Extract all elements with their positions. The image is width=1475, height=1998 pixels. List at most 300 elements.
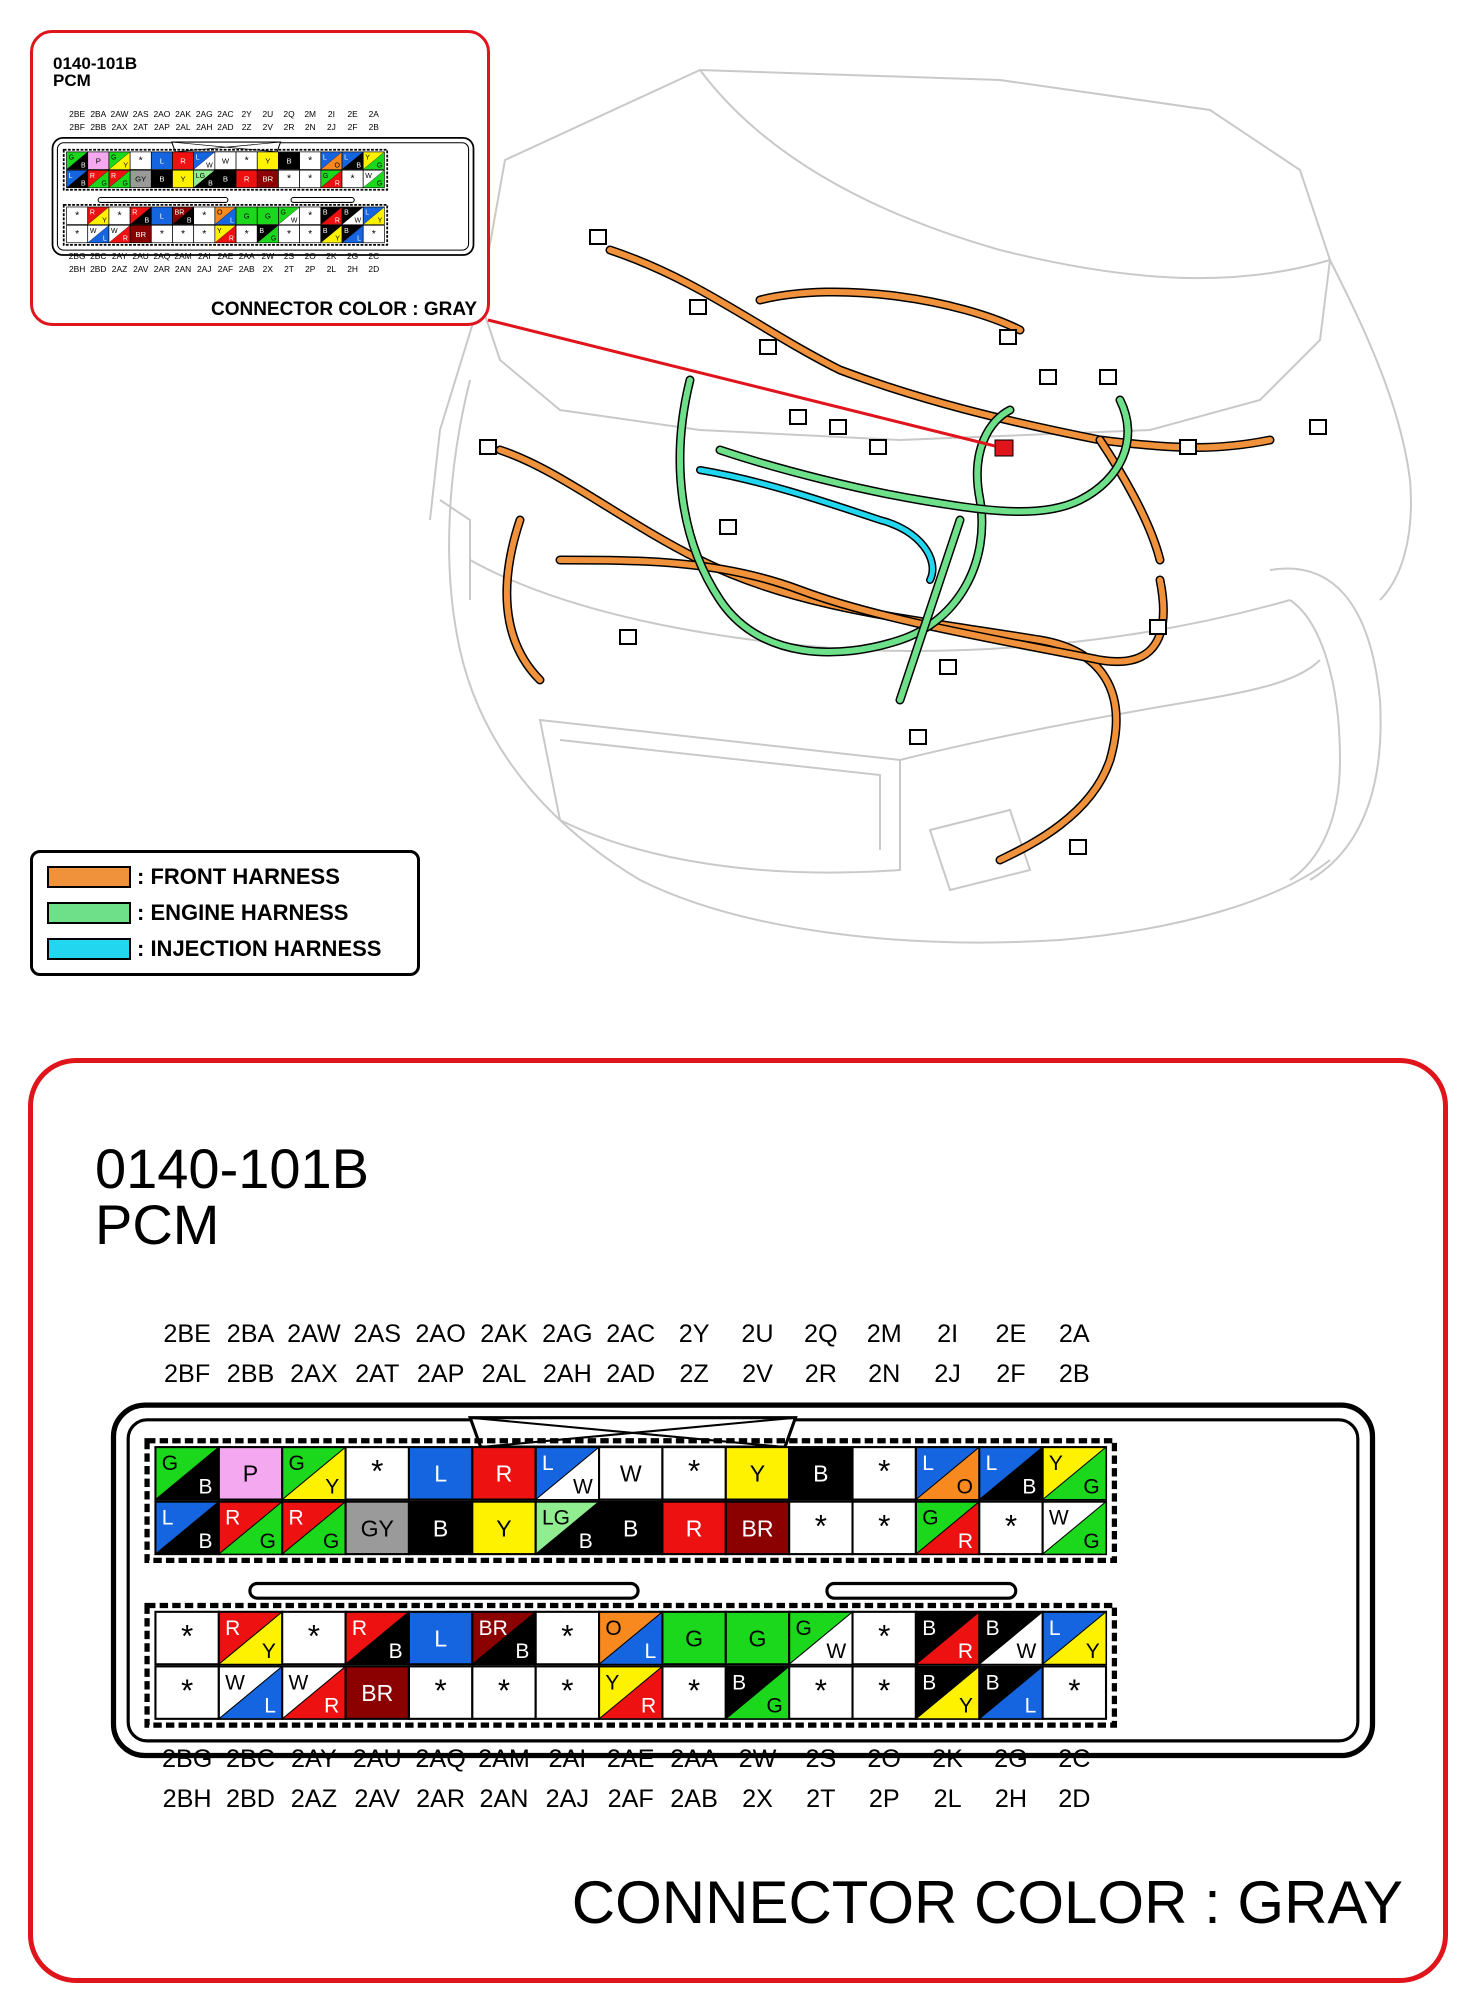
lower-pin — [300, 225, 321, 243]
bottom-pin-label: 2BH — [162, 1784, 212, 1813]
top-pin-label: 2AD — [606, 1360, 656, 1389]
lower-pin — [219, 1666, 282, 1718]
pin-color: * — [878, 1673, 891, 1708]
lower-pin — [1043, 1666, 1106, 1718]
connector-color-label: CONNECTOR COLOR : GRAY — [571, 1869, 1403, 1936]
pin-color: * — [308, 209, 313, 222]
pin-color: GY — [135, 174, 147, 184]
top-pin-label: 2BB — [90, 122, 107, 133]
lower-pin — [151, 225, 172, 243]
pin-color: L — [434, 1625, 448, 1652]
top-pin-label: 2AG — [542, 1320, 593, 1349]
lower-pin — [236, 225, 257, 243]
lower-pin — [342, 225, 363, 243]
pin-color: B — [623, 1515, 639, 1542]
callout-leader-line — [488, 320, 995, 446]
upper-pin — [662, 1447, 725, 1499]
pin-color-secondary: Y — [325, 1475, 340, 1499]
legend-label-engine-harness: : ENGINE HARNESS — [137, 900, 349, 925]
pin-color-primary: B — [985, 1671, 1000, 1695]
harness-routing — [500, 250, 1270, 860]
pin-color: * — [814, 1508, 827, 1544]
lower-pin — [853, 1612, 916, 1664]
pin-color-primary: L — [195, 154, 200, 162]
pin-color-primary: B — [322, 209, 328, 217]
bottom-pin-label: 2BD — [226, 1784, 275, 1813]
bottom-pin-label: 2O — [867, 1745, 902, 1774]
pin-color-secondary: B — [1022, 1475, 1037, 1499]
top-pin-label: 2AH — [542, 1360, 592, 1389]
pin-color: Y — [749, 1460, 766, 1487]
lower-pin — [88, 225, 109, 243]
pin-color-secondary: G — [376, 180, 383, 188]
pin-color: * — [244, 227, 249, 240]
pin-color: B — [813, 1460, 829, 1487]
harness-connectors — [480, 230, 1326, 854]
lower-pin — [916, 1612, 979, 1664]
upper-pin — [88, 152, 109, 170]
top-pin-label: 2M — [304, 108, 317, 119]
upper-pin — [215, 170, 236, 188]
pin-color: * — [138, 154, 143, 167]
pin-color: B — [432, 1515, 449, 1542]
bottom-pin-label: 2AF — [217, 264, 234, 275]
connector-name: PCM — [95, 1193, 220, 1256]
bottom-pin-label: 2AB — [238, 264, 255, 275]
bottom-pin-label: 2AJ — [545, 1784, 590, 1813]
pin-color: * — [202, 209, 207, 222]
top-pin-label: 2E — [347, 108, 358, 119]
pin-color: P — [242, 1460, 259, 1487]
pin-color-secondary: R — [334, 180, 340, 188]
lower-pin — [346, 1612, 409, 1664]
lower-pin — [916, 1666, 979, 1718]
bottom-pin-label: 2AR — [153, 264, 171, 275]
pin-color-primary: W — [288, 1671, 309, 1695]
pin-color-primary: B — [985, 1616, 1000, 1640]
pin-color-secondary: O — [956, 1475, 973, 1499]
pin-color-primary: O — [216, 209, 223, 217]
upper-pin — [130, 152, 151, 170]
pin-color-primary: Y — [1048, 1452, 1063, 1476]
upper-pin — [219, 1502, 282, 1554]
upper-pin — [472, 1447, 535, 1499]
bottom-pin-label: 2AE — [606, 1745, 655, 1774]
pin-color-primary: B — [259, 227, 265, 235]
top-pin-label: 2AW — [287, 1320, 341, 1349]
pin-color: * — [814, 1673, 827, 1708]
pin-color: * — [1004, 1508, 1018, 1544]
bottom-pin-label: 2AJ — [197, 264, 212, 275]
bottom-pin-label: 2AA — [670, 1745, 718, 1774]
top-pin-label: 2J — [326, 122, 336, 133]
upper-pin — [155, 1502, 218, 1554]
pin-color-secondary: L — [1024, 1694, 1037, 1718]
pin-color-primary: G — [922, 1506, 939, 1530]
mini-connector-face — [49, 99, 477, 289]
upper-pin — [853, 1447, 916, 1499]
bottom-pin-label: 2K — [932, 1745, 963, 1774]
lower-pin — [215, 207, 236, 225]
upper-pin — [172, 152, 193, 170]
pin-color: * — [286, 227, 292, 240]
lower-pin — [236, 207, 257, 225]
top-pin-label: 2BA — [90, 108, 107, 119]
upper-pin — [88, 170, 109, 188]
upper-pin — [236, 170, 257, 188]
legend-label-injection-harness: : INJECTION HARNESS — [137, 936, 382, 961]
pin-color-primary: L — [541, 1452, 554, 1476]
pin-color: B — [286, 156, 292, 166]
pin-color-secondary: B — [515, 1639, 530, 1663]
upper-pin — [67, 152, 88, 170]
pin-color: R — [243, 174, 250, 184]
lower-pin — [194, 225, 215, 243]
connector-callout-small — [30, 30, 490, 326]
connector-code: 0140-101B — [95, 1137, 370, 1200]
pin-color: * — [1068, 1673, 1081, 1708]
lower-pin — [1043, 1612, 1106, 1664]
top-pin-label: 2AP — [416, 1360, 465, 1389]
pin-color-secondary: R — [334, 217, 340, 225]
upper-pin — [409, 1502, 472, 1554]
pin-color: * — [181, 1618, 194, 1654]
upper-pin — [916, 1447, 979, 1499]
lower-pin — [409, 1666, 472, 1718]
top-pin-label: 2AD — [217, 122, 234, 133]
upper-pin — [599, 1502, 662, 1554]
top-pin-label: 2F — [347, 122, 358, 133]
top-pin-label: 2AK — [175, 108, 192, 119]
top-pin-label: 2BE — [163, 1320, 211, 1349]
pin-color: W — [619, 1460, 642, 1487]
lower-pin — [321, 225, 342, 243]
pin-color-secondary: Y — [377, 217, 383, 225]
top-pin-label: 2E — [995, 1320, 1027, 1349]
upper-pin — [472, 1502, 535, 1554]
pin-color: * — [75, 209, 80, 222]
pin-color-secondary: G — [259, 1529, 276, 1553]
pin-color-secondary: G — [270, 235, 277, 243]
lower-pin — [363, 225, 384, 243]
pin-color-primary: W — [1048, 1506, 1069, 1530]
bottom-pin-label: 2AN — [479, 1784, 529, 1813]
pin-color-secondary: Y — [261, 1639, 276, 1663]
legend-label-front-harness: : FRONT HARNESS — [137, 864, 340, 889]
legend-swatch-engine-harness — [47, 902, 131, 924]
pin-color-secondary: W — [826, 1639, 847, 1663]
pin-color-primary: R — [132, 209, 138, 217]
pin-color: B — [159, 174, 165, 184]
top-pin-label: 2AW — [110, 108, 129, 119]
pin-color: * — [878, 1618, 891, 1654]
bottom-pin-label: 2AA — [238, 250, 255, 261]
lower-pin — [88, 207, 109, 225]
pin-color: * — [308, 227, 313, 240]
lower-pin — [599, 1612, 662, 1664]
pin-color-primary: BR — [478, 1616, 508, 1640]
pcm-location-marker — [995, 440, 1013, 456]
lower-pin — [346, 1666, 409, 1718]
pin-color: * — [371, 227, 376, 240]
bottom-pin-label: 2AF — [607, 1784, 654, 1813]
pin-color-primary: R — [89, 209, 95, 217]
upper-pin — [215, 152, 236, 170]
pin-color-primary: L — [68, 172, 73, 180]
pin-color-secondary: G — [122, 180, 129, 188]
pin-color-primary: G — [161, 1452, 179, 1476]
pin-color-secondary: R — [640, 1694, 657, 1718]
pin-color-secondary: G — [322, 1529, 340, 1553]
upper-pin — [321, 152, 342, 170]
lower-pin — [342, 207, 363, 225]
pin-color-secondary: R — [324, 1694, 340, 1718]
upper-pin — [363, 152, 384, 170]
lower-pin — [151, 207, 172, 225]
bottom-pin-label: 2AV — [354, 1784, 401, 1813]
pin-color-primary: R — [89, 172, 95, 180]
pin-color-primary: Y — [216, 227, 222, 235]
top-pin-label: 2F — [996, 1360, 1026, 1389]
pin-color: G — [243, 211, 250, 221]
top-pin-label: 2U — [741, 1320, 774, 1349]
lower-pin — [257, 225, 278, 243]
pin-color-secondary: L — [230, 217, 234, 225]
pin-color-primary: LG — [541, 1506, 570, 1530]
lower-pin — [472, 1612, 535, 1664]
bottom-pin-label: 2AZ — [290, 1784, 337, 1813]
pin-color: B — [222, 174, 229, 184]
lower-pin — [789, 1612, 852, 1664]
upper-pin — [282, 1502, 345, 1554]
pin-color-primary: W — [225, 1671, 245, 1695]
lower-pin — [109, 207, 130, 225]
lower-pin — [789, 1666, 852, 1718]
bottom-pin-label: 2T — [806, 1784, 836, 1813]
bottom-pin-label: 2C — [1058, 1745, 1091, 1774]
legend-item-engine-harness — [47, 899, 348, 927]
pin-color-secondary: R — [228, 235, 234, 243]
lower-pin — [472, 1666, 535, 1718]
bottom-pin-label: 2C — [368, 250, 380, 261]
bottom-pin-label: 2BC — [226, 1745, 275, 1774]
bottom-pin-label: 2D — [1058, 1784, 1091, 1813]
top-pin-label: 2AX — [290, 1360, 338, 1389]
upper-pin — [853, 1502, 916, 1554]
pin-color-secondary: Y — [335, 235, 340, 243]
pin-color-primary: B — [922, 1616, 937, 1640]
pin-color-secondary: B — [80, 162, 86, 170]
top-pin-label: 2AC — [606, 1320, 656, 1349]
upper-pin — [346, 1502, 409, 1554]
pin-color-primary: R — [351, 1616, 368, 1640]
upper-pin — [346, 1447, 409, 1499]
pin-color: BR — [135, 229, 147, 239]
upper-pin — [726, 1502, 789, 1554]
top-pin-label: 2AK — [480, 1320, 528, 1349]
bottom-pin-label: 2BH — [68, 264, 86, 275]
bottom-pin-label: 2AQ — [415, 1745, 466, 1774]
connector-callout-large — [28, 1058, 1448, 1983]
upper-pin — [363, 170, 384, 188]
top-pin-label: 2A — [1058, 1320, 1090, 1349]
pin-color: L — [159, 156, 165, 166]
pin-color-secondary: B — [208, 180, 213, 188]
lower-pin — [130, 207, 151, 225]
upper-pin — [789, 1447, 852, 1499]
top-pin-label: 2Z — [241, 122, 252, 133]
bottom-pin-label: 2X — [262, 264, 273, 275]
pin-color: * — [308, 154, 313, 167]
lower-pin — [662, 1612, 725, 1664]
pin-color: BR — [262, 174, 274, 184]
upper-pin — [300, 170, 321, 188]
callout-small-code-number: 0140-101B — [53, 54, 138, 73]
pin-color-primary: G — [111, 154, 117, 162]
pin-color: * — [497, 1673, 511, 1708]
top-pin-label: 2I — [327, 108, 335, 119]
pin-color: L — [434, 1460, 448, 1487]
pin-color-primary: R — [288, 1506, 304, 1530]
connector-rib-left — [98, 198, 228, 203]
callout-small-connector-color: CONNECTOR COLOR : GRAY — [210, 299, 477, 320]
upper-pin — [109, 152, 130, 170]
pin-color-secondary: G — [101, 180, 107, 188]
bottom-pin-label: 2O — [304, 250, 316, 261]
top-pin-label: 2N — [868, 1360, 901, 1389]
lower-pin — [130, 225, 151, 243]
pin-color-secondary: W — [206, 162, 213, 170]
pin-color: P — [95, 156, 101, 166]
bottom-pin-label: 2H — [994, 1784, 1028, 1813]
lower-pin — [172, 207, 193, 225]
top-pin-label: 2BB — [226, 1360, 275, 1389]
top-pin-label: 2N — [304, 122, 316, 133]
pin-color: * — [181, 227, 186, 240]
lower-pin — [155, 1612, 218, 1664]
pin-color: G — [685, 1625, 704, 1652]
top-pin-label: 2B — [1058, 1360, 1090, 1389]
pin-color-secondary: R — [122, 235, 129, 243]
pin-color: * — [350, 172, 355, 185]
top-pin-label: 2AC — [217, 108, 234, 119]
lower-pin — [282, 1612, 345, 1664]
lower-pin — [363, 207, 384, 225]
pin-color-primary: L — [365, 209, 370, 217]
top-pin-label: 2AO — [153, 108, 171, 119]
lower-pin — [278, 207, 299, 225]
pin-color: * — [687, 1673, 701, 1708]
pin-color: R — [495, 1460, 513, 1487]
top-pin-label: 2AH — [196, 122, 213, 133]
bottom-pin-label: 2AB — [670, 1784, 718, 1813]
bottom-pin-label: 2AE — [217, 250, 234, 261]
pin-color: * — [159, 227, 164, 240]
bottom-pin-label: 2AM — [174, 250, 192, 261]
bottom-pin-label: 2BG — [161, 1745, 213, 1774]
connector-rib-right — [291, 198, 354, 203]
bottom-pin-label: 2S — [805, 1745, 837, 1774]
top-pin-label: 2AS — [353, 1320, 402, 1349]
pin-color-secondary: W — [290, 217, 298, 225]
lower-pin — [536, 1666, 599, 1718]
pin-color-secondary: B — [80, 180, 86, 188]
bottom-pin-label: 2AQ — [153, 250, 171, 261]
top-pin-label: 2BE — [69, 108, 86, 119]
pin-color: * — [687, 1453, 701, 1489]
pin-color: L — [159, 211, 165, 221]
pin-color-primary: G — [795, 1616, 812, 1640]
pin-color: * — [561, 1618, 574, 1654]
upper-pin — [536, 1447, 599, 1499]
lower-pin — [726, 1612, 789, 1664]
bottom-pin-label: 2AY — [291, 1745, 337, 1774]
pin-color-secondary: G — [1083, 1475, 1100, 1499]
upper-pin — [151, 170, 172, 188]
pin-color-primary: G — [288, 1452, 305, 1476]
pin-color-primary: W — [111, 227, 118, 235]
pin-color-secondary: B — [356, 162, 362, 170]
top-pin-label: 2AG — [195, 108, 213, 119]
top-pin-label: 2V — [742, 1360, 773, 1389]
pin-color-secondary: L — [102, 235, 107, 243]
legend-item-front-harness — [47, 863, 340, 891]
upper-pin — [172, 170, 193, 188]
pin-color: * — [561, 1673, 574, 1708]
bottom-pin-label: 2G — [346, 250, 359, 261]
pin-color-secondary: G — [1083, 1529, 1100, 1553]
top-pin-label: 2Z — [679, 1360, 709, 1389]
bottom-pin-label: 2AI — [548, 1745, 587, 1774]
bottom-pin-label: 2L — [933, 1784, 962, 1813]
pin-color-primary: L — [985, 1452, 998, 1476]
pin-color-secondary: B — [388, 1639, 403, 1663]
pin-color-secondary: L — [264, 1694, 276, 1718]
top-pin-label: 2M — [866, 1320, 902, 1349]
pin-color-primary: L — [322, 154, 327, 162]
bottom-pin-label: 2BG — [68, 250, 86, 261]
lower-pin — [979, 1612, 1042, 1664]
pin-color-secondary: Y — [123, 162, 129, 170]
bottom-pin-label: 2W — [261, 250, 275, 261]
pin-color: * — [878, 1453, 891, 1489]
upper-pin — [979, 1502, 1042, 1554]
pin-color-secondary: Y — [1085, 1639, 1100, 1663]
pin-color-primary: L — [344, 154, 349, 162]
pin-color: BR — [741, 1515, 774, 1542]
upper-pin — [321, 170, 342, 188]
upper-pin — [130, 170, 151, 188]
top-pin-label: 2AT — [355, 1360, 400, 1389]
pin-color: * — [434, 1673, 447, 1708]
top-pin-label: 2Q — [283, 108, 295, 119]
pin-color-secondary: O — [334, 162, 340, 170]
callout-small-code — [53, 55, 137, 89]
bottom-pin-label: 2L — [326, 264, 337, 275]
pin-color-primary: B — [732, 1671, 747, 1695]
pin-color: * — [181, 1673, 194, 1708]
lower-pin — [599, 1666, 662, 1718]
pin-color: BR — [361, 1680, 394, 1706]
lower-pin — [67, 225, 88, 243]
top-pin-label: 2R — [804, 1360, 837, 1389]
upper-pin — [1043, 1447, 1106, 1499]
legend-swatch-injection-harness — [47, 938, 131, 960]
bottom-pin-label: 2AM — [478, 1745, 530, 1774]
pin-color: GY — [360, 1515, 394, 1542]
pin-color-secondary: Y — [958, 1694, 973, 1718]
pin-color-primary: R — [111, 172, 117, 180]
